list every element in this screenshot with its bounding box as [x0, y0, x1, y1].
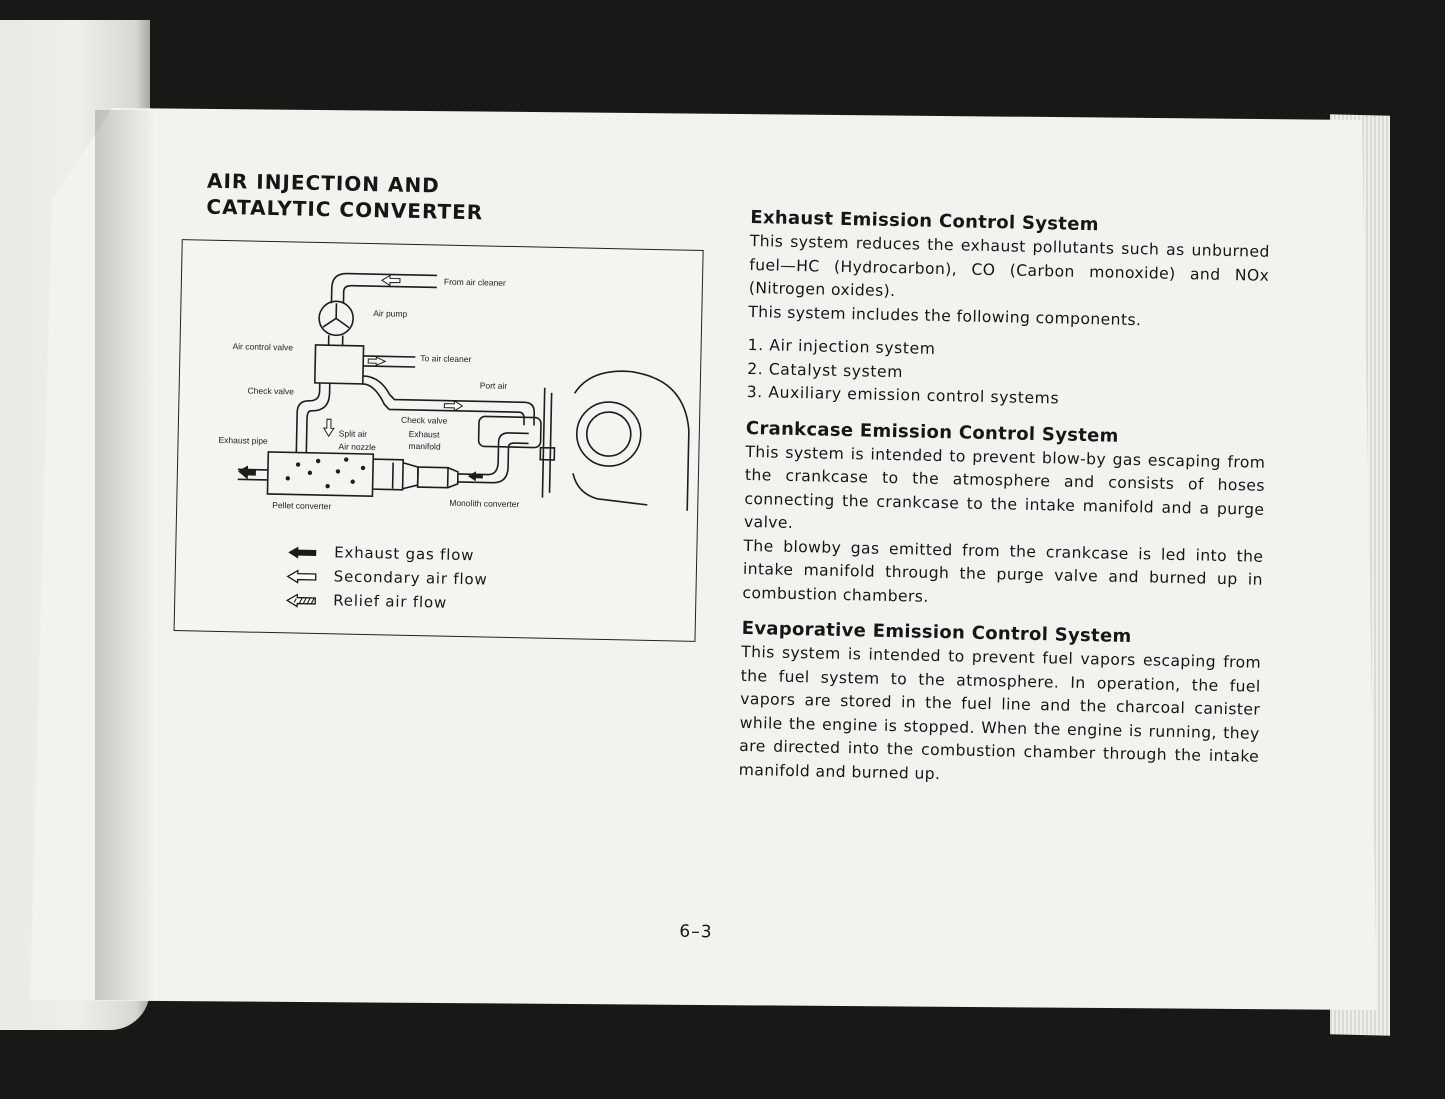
hollow-arrow-left-icon: [286, 569, 320, 584]
label-air-nozzle: Air nozzle: [338, 441, 376, 453]
label-pellet-converter: Pellet converter: [272, 500, 332, 512]
list-item: 3. Auxiliary emission control systems: [746, 382, 1060, 408]
evaporative-heading: Evaporative Emission Control System: [741, 617, 1132, 648]
legend-label-relief: Relief air flow: [333, 591, 448, 612]
air-injection-diagram: [174, 239, 704, 642]
evaporative-section: [739, 617, 1262, 793]
solid-arrow-left-icon: [286, 545, 320, 560]
label-split-air: Split air: [338, 428, 368, 440]
label-from-air-cleaner: From air cleaner: [443, 276, 506, 288]
label-exhaust-pipe: Exhaust pipe: [218, 434, 268, 446]
check-valve-pipe: [296, 383, 329, 454]
crankcase-paragraph-1: This system is intended to prevent blow-by gas escaping from the crankcase to the atmosphere and consists of hoses connecting the crankcase to the intake manifold and a purge valve.: [743, 442, 1266, 532]
components-list: [746, 334, 1267, 415]
page-number: 6–3: [679, 921, 713, 943]
section-title-line1: AIR INJECTION AND: [206, 168, 441, 198]
legend-label-exhaust: Exhaust gas flow: [334, 543, 475, 565]
secondary-air-arrow-icon: [382, 275, 400, 285]
port-air-pipe: [362, 376, 535, 426]
engine-rotor-icon: [576, 401, 641, 466]
exhaust-paragraph-2: This system includes the following components.: [748, 302, 1142, 329]
crankcase-heading: Crankcase Emission Control System: [745, 417, 1119, 447]
list-item: 1. Air injection system: [747, 335, 936, 358]
right-text-column: [738, 206, 1270, 805]
list-item: 2. Catalyst system: [746, 359, 904, 381]
manifold-block: [478, 416, 541, 447]
exhaust-flow-arrow-icon: [238, 465, 256, 479]
engine-housing: [572, 370, 690, 511]
label-exhaust-manifold-2: manifold: [408, 440, 441, 452]
hatched-arrow-left-icon: [285, 593, 319, 608]
pellet-converter-icon: [267, 452, 373, 496]
crankcase-paragraph-2: The blowby gas emitted from the crankcase is led into the intake manifold through the purge valve and burned up in combustion chambers.: [742, 536, 1264, 606]
evaporative-paragraph-1: This system is intended to prevent fuel vapors escaping from the fuel system to the atmosphere. In operation, the fuel vapors are stored in the fuel line and the charcoal canister while the engine is stopped. When the engine is running, they are directed into the combustion chamber through the intake manifold and burned up.: [738, 642, 1262, 783]
label-monolith-converter: Monolith converter: [449, 497, 520, 510]
exhaust-section: [746, 206, 1270, 415]
label-exhaust-manifold-1: Exhaust: [408, 428, 440, 440]
crankcase-section: [742, 416, 1266, 615]
label-check-valve-left: Check valve: [247, 385, 295, 397]
air-control-valve-icon: [315, 345, 364, 384]
intake-pipe: [331, 273, 437, 305]
label-air-pump: Air pump: [373, 308, 408, 319]
legend-label-secondary: Secondary air flow: [333, 567, 488, 589]
exhaust-paragraph-1: This system reduces the exhaust pollutants such as unburned fuel—HC (Hydrocarbon), CO (Carbon monoxide) and NOx (Nitrogen oxides).: [748, 231, 1270, 301]
section-title: [206, 168, 637, 229]
label-port-air: Port air: [479, 380, 508, 391]
section-title-line2: CATALYTIC CONVERTER: [206, 194, 484, 225]
label-air-control-valve: Air control valve: [232, 341, 294, 353]
exhaust-heading: Exhaust Emission Control System: [750, 206, 1099, 236]
label-check-valve-right: Check valve: [400, 414, 448, 426]
monolith-converter-icon: [418, 467, 448, 488]
label-to-air-cleaner: To air cleaner: [420, 353, 472, 365]
exhaust-manifold-pipe: [458, 432, 529, 483]
